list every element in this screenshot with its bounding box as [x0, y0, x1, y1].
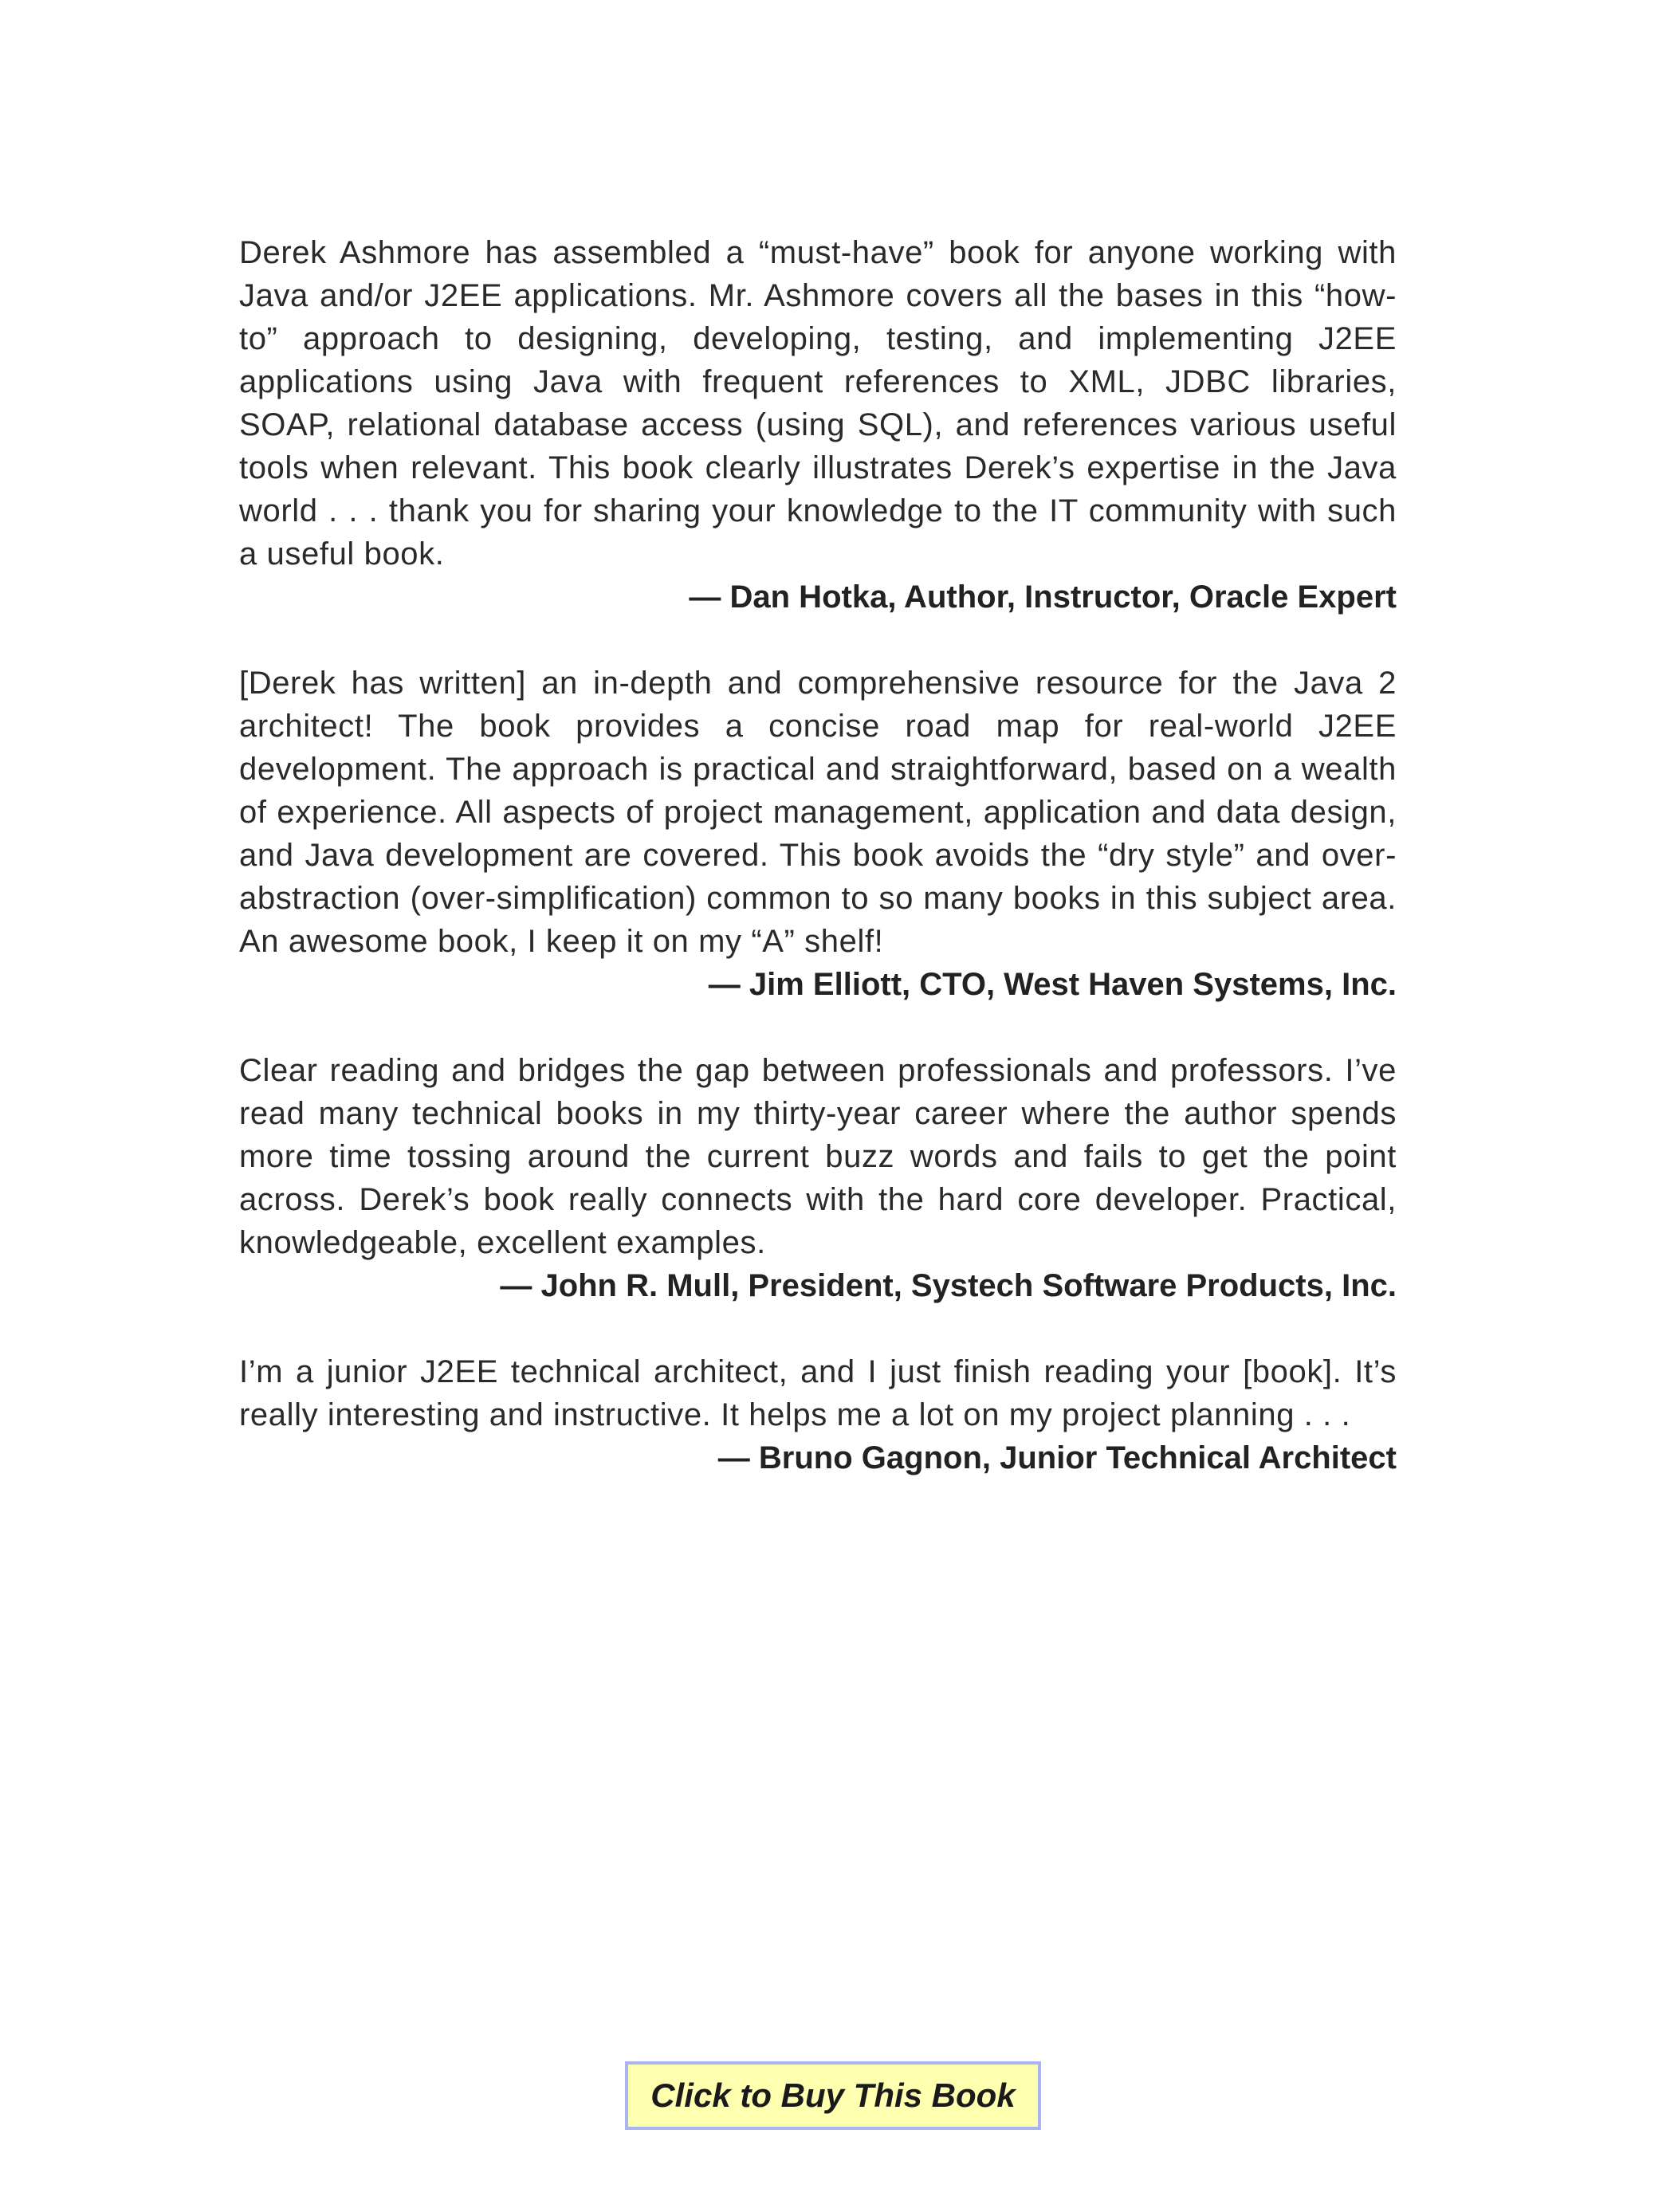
- buy-book-label: Click to Buy This Book: [650, 2076, 1016, 2114]
- endorsement-jim-elliott: [239, 662, 1397, 1006]
- endorsement-bruno-gagnon: [239, 1350, 1397, 1479]
- endorsement-attribution: — Dan Hotka, Author, Instructor, Oracle Expert: [689, 580, 1397, 615]
- endorsement-attribution: — Jim Elliott, CTO, West Haven Systems, Inc.: [708, 967, 1397, 1002]
- endorsement-attribution: — John R. Mull, President, Systech Software Products, Inc.: [500, 1268, 1397, 1303]
- endorsement-quote: [Derek has written] an in-depth and comprehensive resource for the Java 2 architect! The book provides a concise road map for real-world J2EE development. The approach is practical and straightforward, based on a wealth of experience. All aspects of project management, application and data design, and Java development are covered. This book avoids the “dry style” and over-abstraction (over-simplification) common to so many books in this subject area. An awesome book, I keep it on my “A” shelf!: [239, 666, 1397, 959]
- endorsement-quote: I’m a junior J2EE technical architect, and I just finish reading your [book]. It’s really interesting and instructive. It helps me a lot on my project planning . . .: [239, 1354, 1397, 1432]
- endorsement-attribution: — Bruno Gagnon, Junior Technical Architect: [717, 1440, 1397, 1475]
- endorsement-john-mull: [239, 1049, 1397, 1307]
- endorsement-dan-hotka: [239, 231, 1397, 619]
- endorsement-quote: Derek Ashmore has assembled a “must-have” book for anyone working with Java and/or J2EE applications. Mr. Ashmore covers all the bases in this “how-to” approach to designing, developing, testing, and implementing J2EE applications using Java with frequent references to XML, JDBC libraries, SOAP, relational database access (using SQL), and references various useful tools when relevant. This book clearly illustrates Derek’s expertise in the Java world . . . thank you for sharing your knowledge to the IT community with such a useful book.: [239, 235, 1397, 572]
- endorsement-quote: Clear reading and bridges the gap between professionals and professors. I’ve read many technical books in my thirty-year career where the author spends more time tossing around the current buzz words and fails to get the point across. Derek’s book really connects with the hard core developer. Practical, knowledgeable, excellent examples.: [239, 1053, 1397, 1260]
- endorsements-section: [239, 231, 1397, 1522]
- buy-book-button[interactable]: [625, 2061, 1041, 2130]
